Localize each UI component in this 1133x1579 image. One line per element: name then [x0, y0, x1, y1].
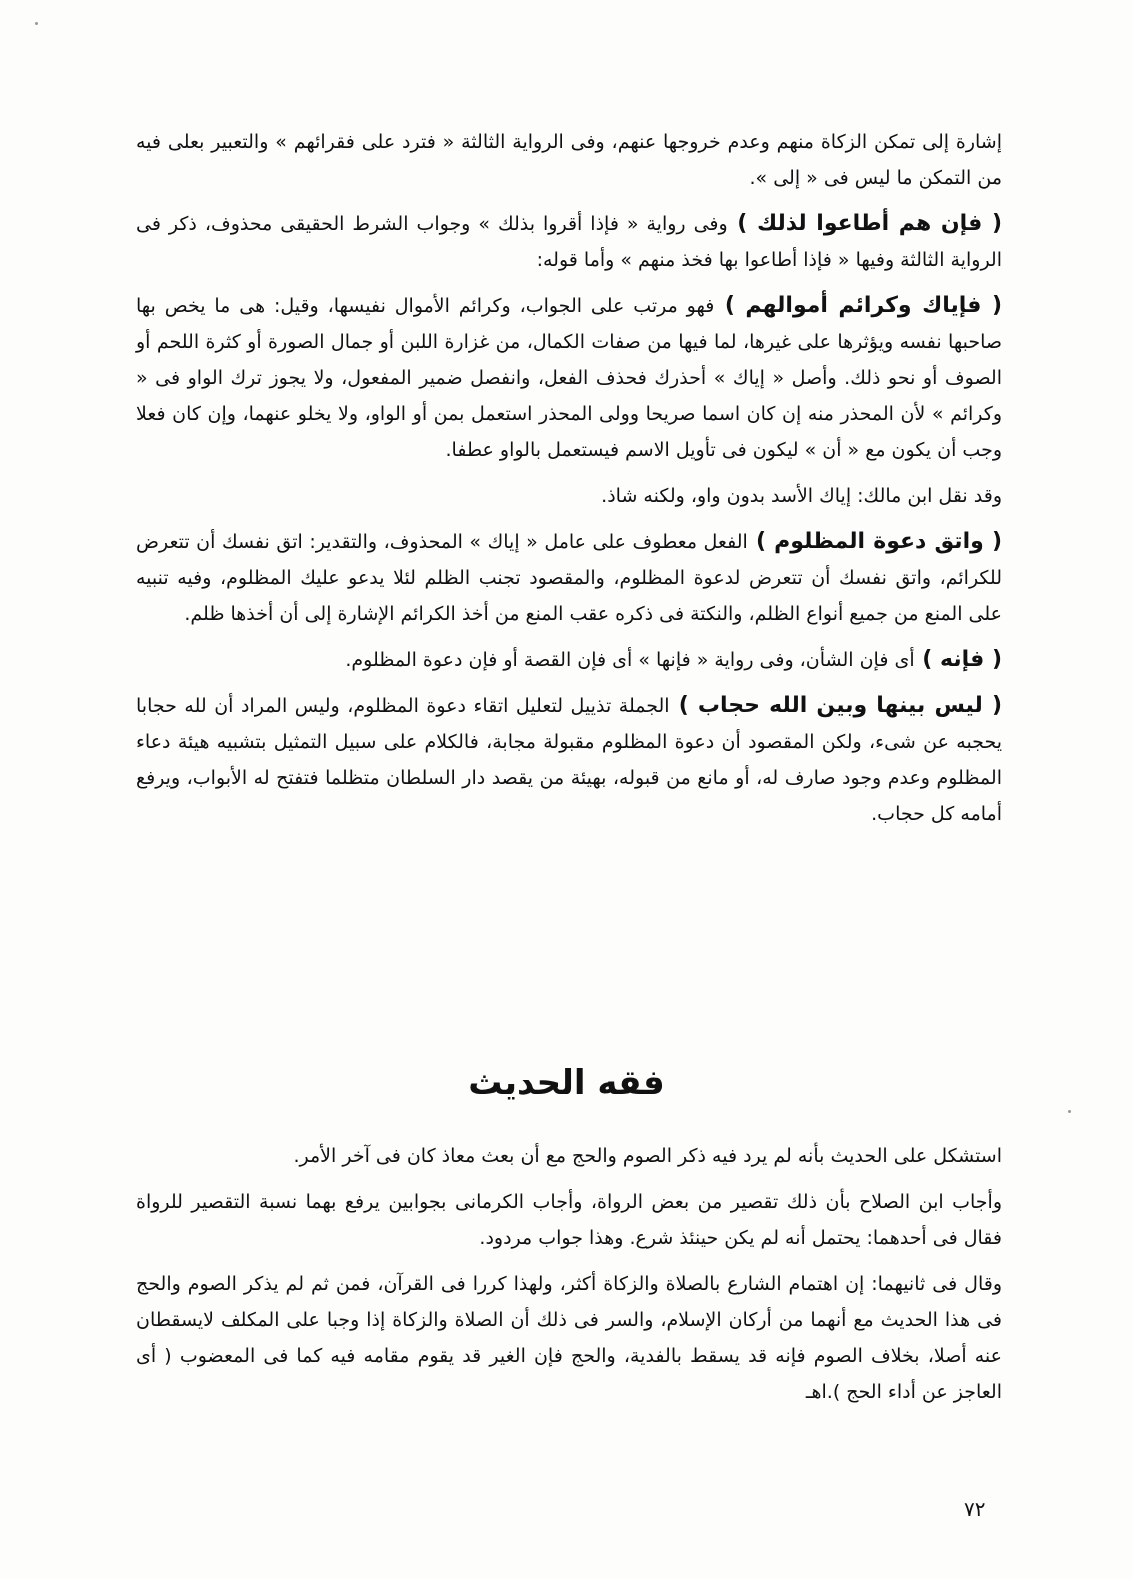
paragraph-text: وقد نقل ابن مالك: إياك الأسد بدون واو، ولكنه شاذ.: [601, 485, 1002, 507]
paragraph: [136, 1138, 1002, 1174]
paragraph-text: أى فإن الشأن، وفى رواية « فإنها » أى فإن القصة أو فإن دعوة المظلوم.: [345, 649, 915, 671]
hadith-phrase: واتق دعوة المظلوم: [774, 529, 984, 554]
paragraph-text: الجملة تذييل لتعليل اتقاء دعوة المظلوم، وليس المراد أن لله حجابا يحجبه عن شىء، ولكن المقصود أن دعوة المظلوم مقبولة مجابة، فالكلام على سبيل التمثيل بتشبيه هيئة دعاء المظلوم وعدم وجود صارف له، أو مانع من قبوله، بهيئة من يقصد دار السلطان متظلما فتفتح له الأبواب، ويرفع أمامه كل حجاب.: [136, 695, 1002, 825]
paragraph-text: إشارة إلى تمكن الزكاة منهم وعدم خروجها عنهم، وفى الرواية الثالثة « فترد على فقرائهم » والتعبير بعلى فيه من التمكن ما ليس فى « إلى ».: [136, 131, 1002, 189]
paragraph: ( واتق دعوة المظلوم ) الفعل معطوف على عامل « إياك » المحذوف، والتقدير: اتق نفسك أن تتعرض للكرائم، واتق نفسك أن تتعرض لدعوة المظلوم، والمقصود تجنب الظلم لئلا يدعو عليك المظلوم، وفيه تنبيه على المنع من جميع أنواع الظلم، والنكتة فى ذكره عقب المنع من أخذ الكرائم الإشارة إلى أن أخذها ظلم.: [136, 529, 1002, 625]
paragraph: [136, 478, 1002, 514]
paragraph: ( فإياك وكرائم أموالهم ) فهو مرتب على الجواب، وكرائم الأموال نفيسها، وقيل: هى ما يخص بها صاحبها نفسه ويؤثرها على غيرها، لما فيها من صفات الكمال، من غزارة اللبن أو جمال الصورة أو كثرة اللحم أو الصوف أو نحو ذلك. وأصل « إياك » أحذرك فحذف الفعل، وانفصل ضمير المفعول، ولا يجوز ترك الواو فى « وكرائم » لأن المحذر منه إن كان اسما صريحا وولى المحذر استعمل بمن أو الواو، ولا يخلو عنهما، وإن كان فعلا وجب أن يكون مع « أن » ليكون فى تأويل الاسم فيستعمل بالواو عطفا.: [136, 293, 1002, 461]
commentary-bottom: [136, 1138, 1002, 1420]
section-heading: فقه الحديث: [468, 1063, 665, 1103]
paragraph-text: وفى رواية « فإذا أقروا بذلك » وجواب الشرط الحقيقى محذوف، ذكر فى الرواية الثالثة وفيها « فإذا أطاعوا بها فخذ منهم » وأما قوله:: [136, 213, 1002, 271]
scan-speck: [1068, 1110, 1071, 1113]
paragraph: [136, 1184, 1002, 1256]
scan-speck: [35, 22, 38, 25]
hadith-phrase: فإياك وكرائم أموالهم: [745, 293, 982, 318]
paragraph-text: وقال فى ثانيهما: إن اهتمام الشارع بالصلاة والزكاة أكثر، ولهذا كررا فى القرآن، فمن ثم لم يذكر الصوم والحج فى هذا الحديث مع أنهما من أركان الإسلام، والسر فى ذلك أن الصلاة والزكاة إذا وجبا على المكلف لايسقطان عنه أصلا، بخلاف الصوم فإنه قد يسقط بالفدية، والحج فإن الغير قد يقوم مقامه فيه كما فى المعضوب ( أى العاجز عن أداء الحج ).اهـ: [136, 1273, 1002, 1403]
paragraph: ( فإن هم أطاعوا لذلك ) وفى رواية « فإذا أقروا بذلك » وجواب الشرط الحقيقى محذوف، ذكر فى الرواية الثالثة وفيها « فإذا أطاعوا بها فخذ منهم » وأما قوله:: [136, 211, 1003, 271]
commentary-top: [136, 124, 1002, 842]
paragraph: ( ليس بينها وبين الله حجاب ) الجملة تذييل لتعليل اتقاء دعوة المظلوم، وليس المراد أن لله حجابا يحجبه عن شىء، ولكن المقصود أن دعوة المظلوم مقبولة مجابة، فالكلام على سبيل التمثيل بتشبيه هيئة دعاء المظلوم وعدم وجود صارف له، أو مانع من قبوله، بهيئة من يقصد دار السلطان متظلما فتفتح له الأبواب، ويرفع أمامه كل حجاب.: [136, 693, 1003, 825]
paragraph-text: استشكل على الحديث بأنه لم يرد فيه ذكر الصوم والحج مع أن بعث معاذ كان فى آخر الأمر.: [293, 1145, 1002, 1167]
paragraph: [136, 1266, 1002, 1410]
hadith-phrase: فإنه: [940, 647, 985, 672]
paragraph-text: الفعل معطوف على عامل « إياك » المحذوف، والتقدير: اتق نفسك أن تتعرض للكرائم، واتق نفسك أن تتعرض لدعوة المظلوم، والمقصود تجنب الظلم لئلا يدعو عليك المظلوم، وفيه تنبيه على المنع من جميع أنواع الظلم، والنكتة فى ذكره عقب المنع من أخذ الكرائم الإشارة إلى أن أخذها ظلم.: [136, 531, 1002, 625]
paragraph-text: وأجاب ابن الصلاح بأن ذلك تقصير من بعض الرواة، وأجاب الكرمانى بجوابين يرفع بهما نسبة التقصير للرواة فقال فى أحدهما: يحتمل أنه لم يكن حينئذ شرع. وهذا جواب مردود.: [136, 1191, 1002, 1249]
paragraph: [136, 124, 1002, 196]
paragraph: ( فإنه ) أى فإن الشأن، وفى رواية « فإنها » أى فإن القصة أو فإن دعوة المظلوم.: [345, 647, 1002, 672]
hadith-phrase: ليس بينها وبين الله حجاب: [697, 693, 983, 718]
hadith-phrase: فإن هم أطاعوا لذلك: [756, 211, 983, 236]
page-number: ٧٢: [964, 1497, 986, 1521]
paragraph-text: فهو مرتب على الجواب، وكرائم الأموال نفيسها، وقيل: هى ما يخص بها صاحبها نفسه ويؤثرها على غيرها، لما فيها من صفات الكمال، من غزارة اللبن أو جمال الصورة أو كثرة اللحم أو الصوف أو نحو ذلك. وأصل « إياك » أحذرك فحذف الفعل، وانفصل ضمير المفعول، ولا يجوز ترك الواو فى « وكرائم » لأن المحذر منه إن كان اسما صريحا وولى المحذر استعمل بمن أو الواو، ولا يخلو عنهما، وإن كان فعلا وجب أن يكون مع « أن » ليكون فى تأويل الاسم فيستعمل بالواو عطفا.: [136, 295, 1002, 461]
